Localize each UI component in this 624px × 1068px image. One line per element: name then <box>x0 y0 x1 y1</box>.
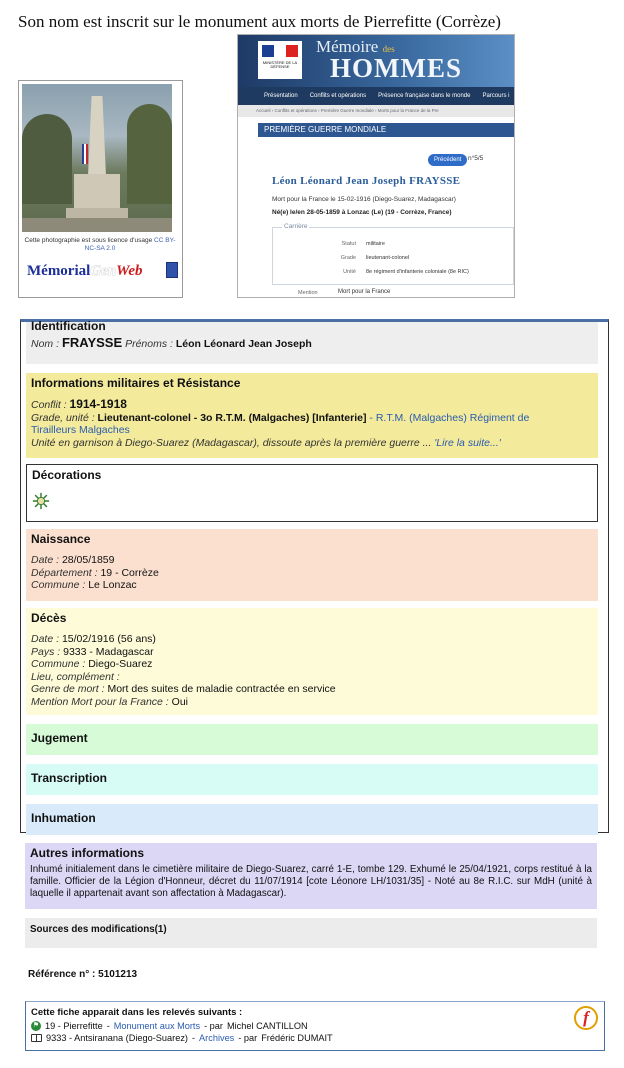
mdh-career-value: militaire <box>366 241 385 247</box>
identification-section <box>26 319 598 364</box>
given-names: Léon Léonard Jean Joseph <box>175 338 312 350</box>
releve-type-link[interactable]: Archives <box>199 1033 235 1043</box>
birth-commune: Commune : Le Lonzac <box>31 579 137 591</box>
death-date: Date : 15/02/1916 (56 ans) <box>31 633 156 645</box>
page-heading: Son nom est inscrit sur le monument aux morts de Pierrefitte (Corrèze) <box>18 12 501 31</box>
mdh-title-memoire: Mémoire des <box>316 37 395 56</box>
section-title: Inhumation <box>31 811 96 825</box>
section-title: Informations militaires et Résistance <box>31 376 241 390</box>
mdh-career-label: Unité <box>343 269 356 275</box>
mdh-nav-item[interactable]: Conflits et opérations <box>309 93 367 99</box>
unit-description: Unité en garnison à Diego-Suarez (Madagascar), dissoute après la première guerre ... 'Lire la suite...' <box>31 436 501 449</box>
mgw-badge-icon <box>166 262 178 278</box>
section-title: Décorations <box>32 468 102 482</box>
identity-line: Nom : FRAYSSE Prénoms : Léon Léonard Jean Joseph <box>31 335 312 350</box>
releve-item: 9333 - Antsiranana (Diego-Suarez) - Archives - par Frédéric DUMAIT <box>31 1032 599 1044</box>
mdh-mention-label: Mention <box>298 290 318 296</box>
other-info-text: Inhumé initialement dans le cimetière militaire de Diego-Suarez, carré 1-E, tombe 129. Exhumé le 25/04/1921, corps restitué à la famille. Officier de la Légion d'Honneur, décret du 11/07/1914 [cote Léonore LH/1031/35] - Noté au 8e R.I.C. sur MdH (unité à laquelle il appartenait avant son affectation à Madagascar). <box>30 864 592 899</box>
judgment-section[interactable] <box>26 724 598 755</box>
birth-department: Département : 19 - Corrèze <box>31 566 159 579</box>
ministry-logo: MINISTÈRE DE LA DÉFENSE <box>258 41 302 79</box>
military-section <box>26 373 598 458</box>
mdh-record-count: n°5/5 <box>468 155 484 162</box>
mdh-mention-value: Mort pour la France <box>338 289 391 295</box>
releve-item: ⚑ 19 - Pierrefitte - Monument aux Morts - par Michel CANTILLON <box>32 1021 308 1031</box>
section-title: Naissance <box>31 532 91 546</box>
memorialgenweb-logo[interactable]: MémorialGenWeb <box>27 263 143 279</box>
grade-line: Grade, unité : Lieutenant-colonel - 3o R.T.M. (Malgaches) [Infanterie] - R.T.M. (Malgaches) Régiment de <box>31 411 530 424</box>
releve-type-link[interactable]: Monument aux Morts <box>113 1021 201 1031</box>
decorations-section <box>26 464 598 522</box>
burial-section[interactable] <box>26 804 598 835</box>
mdh-previous-button[interactable]: Précédent <box>428 154 467 166</box>
monument-flag-icon: ⚑ <box>32 1022 40 1029</box>
death-country: Pays : 9333 - Madagascar <box>31 645 154 658</box>
mdh-breadcrumb: Accueil › Conflits et opérations › Première Guerre mondiale › Morts pour la France de la Pre <box>238 105 514 117</box>
mdh-career-label: Statut <box>341 241 356 247</box>
mdh-soldier-name: Léon Léonard Jean Joseph FRAYSSE <box>272 175 461 187</box>
mdh-nav-item[interactable]: Présentation <box>264 93 298 99</box>
regiment-link[interactable]: - R.T.M. (Malgaches) Régiment de <box>369 411 530 424</box>
photo-caption: Cette photographie est sous licence d'usage CC BY-NC-SA 2.0 <box>24 237 176 253</box>
mdh-career-value: 8e régiment d'infanterie coloniale (8e RIC) <box>366 269 469 275</box>
regiment-link-cont[interactable]: Tirailleurs Malgaches <box>31 424 130 436</box>
other-info-section <box>25 843 597 909</box>
memorial-photo-card <box>18 80 183 298</box>
conflict-line: Conflit : 1914-1918 <box>31 397 127 411</box>
death-mention: Mention Mort pour la France : Oui <box>31 695 188 708</box>
mdh-section-title: PREMIÈRE GUERRE MONDIALE <box>258 123 514 137</box>
section-title: Jugement <box>31 731 88 745</box>
monument-photo[interactable] <box>22 84 172 232</box>
french-flag-icon <box>262 45 298 57</box>
mdh-nav-item[interactable]: Parcours i <box>482 93 510 99</box>
mdh-career-title: Carrière <box>284 223 308 230</box>
section-title: Identification <box>31 319 106 333</box>
section-title: Transcription <box>31 771 108 785</box>
memoire-des-hommes-screenshot <box>237 34 515 298</box>
book-icon <box>31 1034 42 1042</box>
releves-title: Cette fiche apparait dans les relevés suivants : <box>31 1007 243 1018</box>
mdh-career-value: lieutenant-colonel <box>366 255 410 261</box>
mdh-title-hommes: HOMMES <box>330 53 462 83</box>
mdh-death-line: Mort pour la France le 15-02-1916 (Diego-Suarez, Madagascar) <box>272 196 456 203</box>
read-more-link[interactable]: 'Lire la suite...' <box>434 436 501 449</box>
sources-section[interactable]: Sources des modifications(1) <box>25 918 597 948</box>
section-title: Décès <box>31 611 67 625</box>
soldier-record <box>20 319 609 833</box>
birth-date: Date : 28/05/1859 <box>31 554 115 566</box>
death-commune: Commune : Diego-Suarez <box>31 658 153 670</box>
legion-honneur-icon[interactable] <box>32 492 50 510</box>
birth-section <box>26 529 598 601</box>
death-type: Genre de mort : Mort des suites de maladie contractée en service <box>31 683 336 695</box>
fiche-logo-icon[interactable]: f <box>574 1006 598 1030</box>
mdh-career-label: Grade <box>340 255 356 261</box>
section-title: Autres informations <box>30 846 145 860</box>
license-link[interactable]: CC BY-NC-SA 2.0 <box>84 237 176 253</box>
transcription-section[interactable] <box>26 764 598 795</box>
releves-box <box>25 1001 605 1051</box>
death-section <box>26 608 598 715</box>
mdh-nav-item[interactable]: Présence française dans le monde <box>378 93 471 99</box>
reference-number: Référence n° : 5101213 <box>28 969 138 980</box>
mdh-birth-line: Né(e) le/en 28-05-1859 à Lonzac (Le) (19 - Corrèze, France) <box>272 209 452 216</box>
surname: FRAYSSE <box>61 335 123 350</box>
death-place: Lieu, complément : <box>31 670 120 683</box>
mdh-nav <box>238 87 514 105</box>
